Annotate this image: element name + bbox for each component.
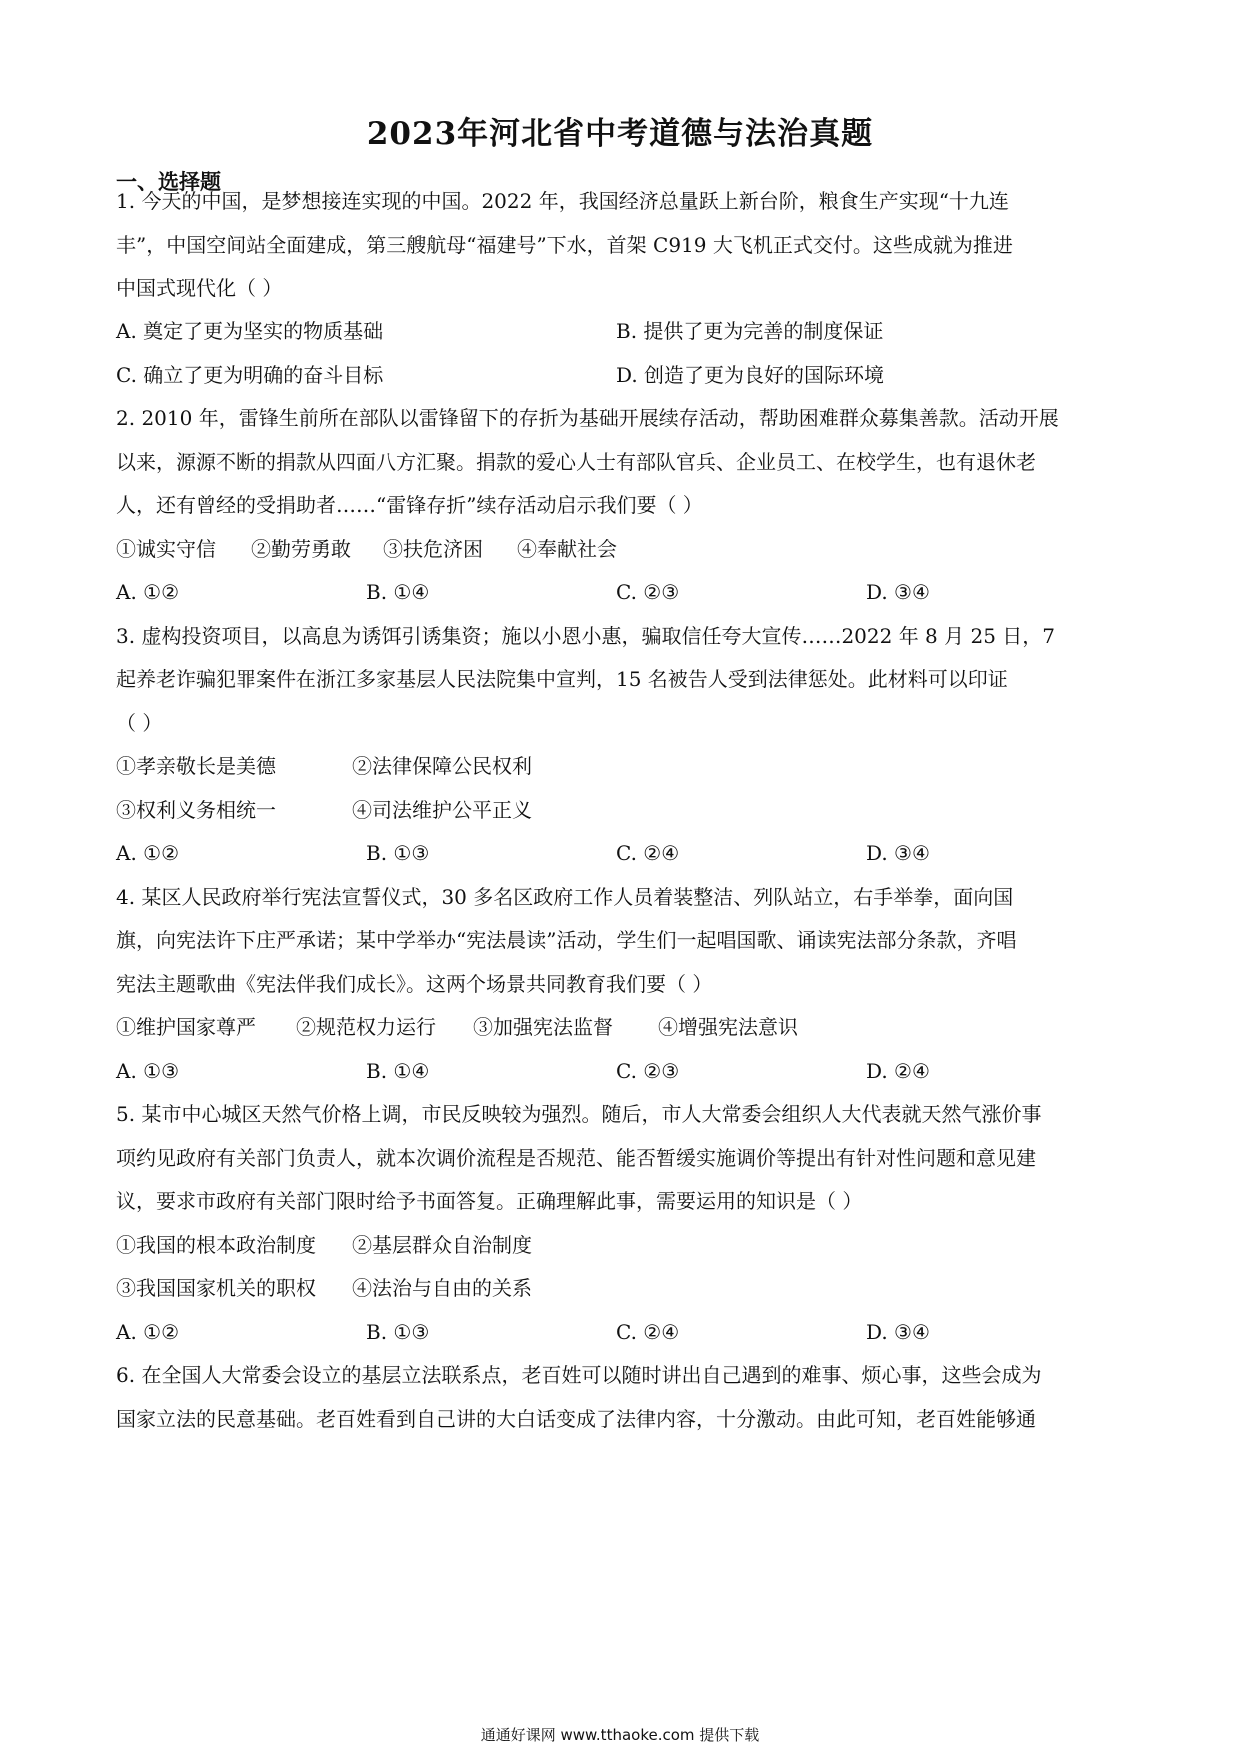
q4-option-b: B. ①④ [366, 1059, 430, 1083]
q5-line-1: 5. 某市中心城区天然气价格上调，市民反映较为强烈。随后，市人大常委会组织人大代表就天然气涨价事 [116, 1102, 1042, 1126]
q1-line-2: 丰”，中国空间站全面建成，第三艘航母“福建号”下水，首架 C919 大飞机正式交付。这些成就为推进 [116, 233, 1013, 257]
q2-line-3: 人，还有曾经的受捐助者……“雷锋存折”续存活动启示我们要（ ） [116, 493, 703, 517]
q5-items-row-1 [116, 1232, 1126, 1258]
q3-item-2: ②法律保障公民权利 [352, 754, 532, 778]
q2-option-a: A. ①② [116, 580, 180, 604]
q5-option-c: C. ②④ [616, 1320, 680, 1344]
q2-option-d: D. ③④ [866, 580, 930, 604]
q3-option-d: D. ③④ [866, 841, 930, 865]
q2-option-c: C. ②③ [616, 580, 680, 604]
page-footer: 通通好课网 www.tthaoke.com 提供下载 [480, 1726, 760, 1744]
q1-line-3: 中国式现代化（ ） [116, 276, 283, 300]
q3-option-b: B. ①③ [366, 841, 430, 865]
q5-option-d: D. ③④ [866, 1320, 930, 1344]
q1-option-b: B. 提供了更为完善的制度保证 [616, 319, 884, 343]
q2-items [116, 536, 1126, 562]
q2-item-2: ②勤劳勇敢 [251, 537, 351, 561]
q5-item-3: ③我国国家机关的职权 [116, 1276, 316, 1300]
q3-item-3: ③权利义务相统一 [116, 798, 276, 822]
q3-line-2: 起养老诈骗犯罪案件在浙江多家基层人民法院集中宣判，15 名被告人受到法律惩处。此材料可以印证 [116, 667, 1008, 691]
q4-line-2: 旗，向宪法许下庄严承诺；某中学举办“宪法晨读”活动，学生们一起唱国歌、诵读宪法部分条款，齐唱 [116, 928, 1017, 952]
q3-item-1: ①孝亲敬长是美德 [116, 754, 276, 778]
q4-item-2: ②规范权力运行 [296, 1015, 436, 1039]
q1-options-row-1 [116, 318, 1126, 344]
q4-item-1: ①维护国家尊严 [116, 1015, 256, 1039]
q6-line-2: 国家立法的民意基础。老百姓看到自己讲的大白话变成了法律内容，十分激动。由此可知，老百姓能够通 [116, 1407, 1036, 1431]
q4-items [116, 1014, 1126, 1040]
q4-option-a: A. ①③ [116, 1059, 180, 1083]
q5-option-a: A. ①② [116, 1320, 180, 1344]
q4-options [116, 1058, 1126, 1084]
q5-option-b: B. ①③ [366, 1320, 430, 1344]
q3-items-row-2 [116, 797, 1126, 823]
q1-options-row-2 [116, 362, 1126, 388]
q3-line-3: （ ） [116, 711, 163, 735]
q3-option-c: C. ②④ [616, 841, 680, 865]
section-heading: 一、选择题 [116, 170, 221, 194]
q5-line-2: 项约见政府有关部门负责人，就本次调价流程是否规范、能否暂缓实施调价等提出有针对性问题和意见建 [116, 1146, 1036, 1170]
q5-items-row-2 [116, 1275, 1126, 1301]
document-title: 2023年河北省中考道德与法治真题 [366, 116, 874, 152]
q1-option-a: A. 奠定了更为坚实的物质基础 [116, 319, 384, 343]
q2-line-1: 2. 2010 年，雷锋生前所在部队以雷锋留下的存折为基础开展续存活动，帮助困难群众募集善款。活动开展 [116, 406, 1059, 430]
q4-item-4: ④增强宪法意识 [658, 1015, 798, 1039]
q6-line-1: 6. 在全国人大常委会设立的基层立法联系点，老百姓可以随时讲出自己遇到的难事、烦心事，这些会成为 [116, 1363, 1042, 1387]
q2-item-1: ①诚实守信 [116, 537, 216, 561]
q2-option-b: B. ①④ [366, 580, 430, 604]
q4-item-3: ③加强宪法监督 [473, 1015, 613, 1039]
q2-line-2: 以来，源源不断的捐款从四面八方汇聚。捐款的爱心人士有部队官兵、企业员工、在校学生，也有退休老 [116, 450, 1036, 474]
q3-options [116, 840, 1126, 866]
q4-option-d: D. ②④ [866, 1059, 930, 1083]
q5-options [116, 1319, 1126, 1345]
q4-line-1: 4. 某区人民政府举行宪法宣誓仪式，30 多名区政府工作人员着装整洁、列队站立，右手举拳，面向国 [116, 885, 1014, 909]
q5-item-2: ②基层群众自治制度 [352, 1233, 532, 1257]
q1-option-c: C. 确立了更为明确的奋斗目标 [116, 363, 384, 387]
q5-item-1: ①我国的根本政治制度 [116, 1233, 316, 1257]
q3-option-a: A. ①② [116, 841, 180, 865]
q2-item-3: ③扶危济困 [383, 537, 483, 561]
q3-line-1: 3. 虚构投资项目，以高息为诱饵引诱集资；施以小恩小惠，骗取信任夸大宣传……2022 年 8 月 25 日，7 [116, 624, 1056, 648]
q1-option-d: D. 创造了更为良好的国际环境 [616, 363, 885, 387]
q3-item-4: ④司法维护公平正义 [352, 798, 532, 822]
q5-line-3: 议，要求市政府有关部门限时给予书面答复。正确理解此事，需要运用的知识是（ ） [116, 1189, 863, 1213]
q2-item-4: ④奉献社会 [517, 537, 617, 561]
q2-options [116, 579, 1126, 605]
q1-line-1: 1. 今天的中国，是梦想接连实现的中国。2022 年，我国经济总量跃上新台阶，粮食生产实现“十九连 [116, 189, 1009, 213]
q3-items-row-1 [116, 753, 1126, 779]
q4-line-3: 宪法主题歌曲《宪法伴我们成长》。这两个场景共同教育我们要（ ） [116, 972, 713, 996]
q5-item-4: ④法治与自由的关系 [352, 1276, 532, 1300]
q4-option-c: C. ②③ [616, 1059, 680, 1083]
